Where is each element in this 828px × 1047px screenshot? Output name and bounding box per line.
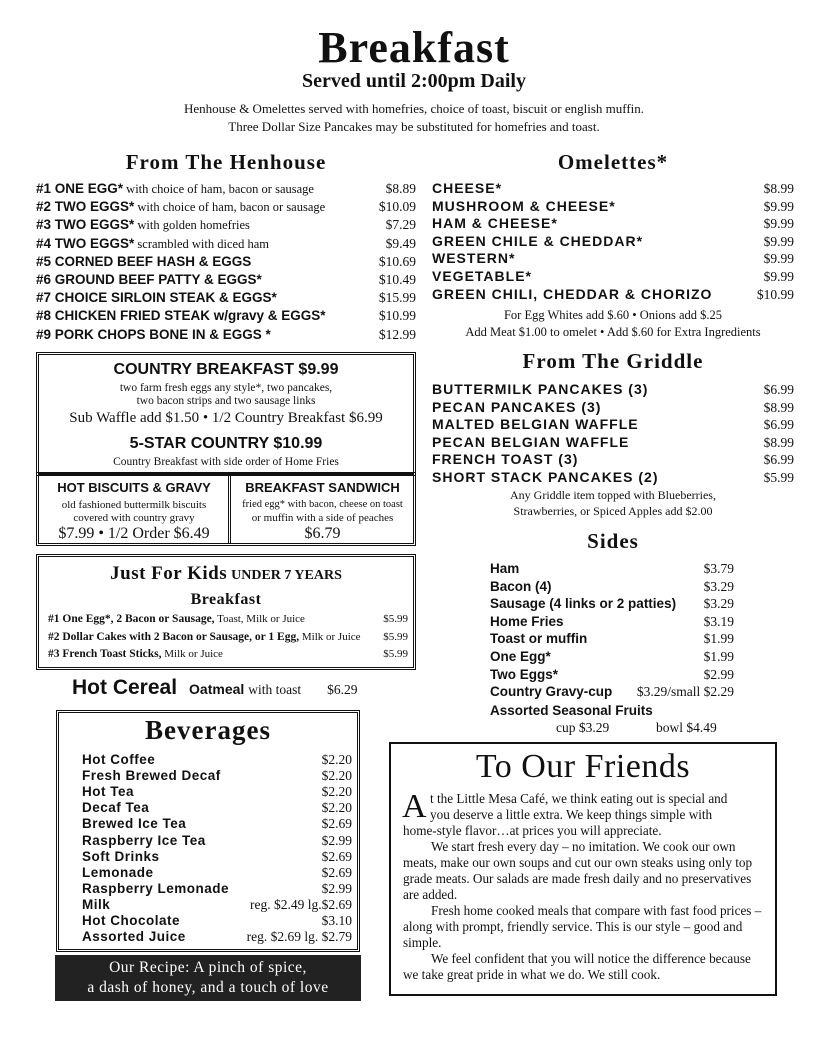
sandwich-price: $6.79 xyxy=(304,525,341,542)
kids-heading-row xyxy=(39,563,413,585)
henhouse-item-name: #5 CORNED BEEF HASH & EGGS xyxy=(36,253,252,269)
beverage-item-name: Decaf Tea xyxy=(82,800,150,816)
friends-p1-line2: you deserve a little extra. We keep things simple with xyxy=(430,807,713,822)
omelette-item xyxy=(432,180,794,198)
side-item xyxy=(490,684,734,702)
side-item xyxy=(490,561,734,579)
henhouse-item-name: #4 TWO EGGS* xyxy=(36,235,135,251)
fruit-name: Assorted Seasonal Fruits xyxy=(490,703,653,718)
henhouse-item xyxy=(36,290,416,308)
henhouse-item xyxy=(36,308,416,326)
henhouse-item-desc: with choice of ham, bacon or sausage xyxy=(134,200,326,215)
beverage-item xyxy=(82,752,352,768)
biscuits-price: $7.99 • 1/2 Order $6.49 xyxy=(58,525,210,542)
henhouse-item-price: $10.49 xyxy=(378,272,416,287)
henhouse-item-name: #6 GROUND BEEF PATTY & EGGS* xyxy=(36,272,262,287)
sandwich-desc-1: fried egg* with bacon, cheese on toast xyxy=(242,499,403,510)
friends-heading: To Our Friends xyxy=(475,748,691,785)
side-item xyxy=(490,667,734,685)
henhouse-item xyxy=(36,254,416,272)
kids-item xyxy=(48,648,408,665)
kids-item xyxy=(48,613,408,630)
side-item xyxy=(490,614,734,632)
griddle-item-name: MALTED BELGIAN WAFFLE xyxy=(432,416,639,433)
omelette-item xyxy=(432,198,794,216)
henhouse-item-price: $7.29 xyxy=(385,217,416,233)
kids-item-name: #1 One Egg*, 2 Bacon or Sausage, xyxy=(48,613,215,625)
griddle-item-price: $8.99 xyxy=(763,434,794,450)
beverage-item xyxy=(82,833,352,849)
beverage-item-price: $2.20 xyxy=(321,784,352,800)
biscuits-desc-2: covered with country gravy xyxy=(73,512,195,524)
beverage-item-price: $2.69 xyxy=(321,848,352,864)
oatmeal-price: $6.29 xyxy=(327,682,358,697)
beverage-item xyxy=(82,913,352,929)
kids-heading: Just For Kids xyxy=(110,563,228,584)
henhouse-item-text xyxy=(36,236,269,252)
henhouse-item-name: #1 ONE EGG* xyxy=(36,181,124,196)
beverage-item-price: $2.20 xyxy=(321,768,352,784)
country-breakfast-desc-1: two farm fresh eggs any style*, two pancakes, xyxy=(119,382,333,394)
omelette-item xyxy=(432,268,794,286)
beverage-item xyxy=(82,800,352,816)
motto-line-1: Our Recipe: A pinch of spice, xyxy=(109,959,307,976)
henhouse-item-name: #8 CHICKEN FRIED STEAK w/gravy & EGGS* xyxy=(36,308,326,324)
side-item-price: $1.99 xyxy=(703,649,734,664)
henhouse-item-price: $10.09 xyxy=(378,199,416,215)
henhouse-item xyxy=(36,199,416,217)
kids-item-desc: Toast, Milk or Juice xyxy=(214,613,305,625)
kids-item-text xyxy=(48,648,223,660)
omelette-item-name: WESTERN* xyxy=(432,250,516,267)
griddle-note-2: Strawberries, or Spiced Apples add $2.00 xyxy=(513,504,713,518)
henhouse-item-price: $10.99 xyxy=(378,308,416,324)
side-item-price: $3.29 xyxy=(703,596,734,612)
side-item-price: $3.19 xyxy=(703,613,734,629)
biscuits-sandwich-box xyxy=(36,472,416,546)
beverage-item-price: $3.10 xyxy=(321,913,352,928)
sides-heading: Sides xyxy=(587,529,639,553)
side-item xyxy=(490,631,734,649)
side-item xyxy=(490,596,734,614)
beverage-item xyxy=(82,768,352,784)
omelette-item xyxy=(432,233,794,251)
henhouse-item-name: #2 TWO EGGS* xyxy=(36,199,135,215)
recipe-motto-banner xyxy=(55,955,361,1001)
side-item-price: $3.29 xyxy=(703,578,734,594)
beverage-item-price: $2.20 xyxy=(321,800,352,816)
omelette-item-name: CHEESE* xyxy=(432,180,503,196)
beverage-item-name: Raspberry Ice Tea xyxy=(82,832,206,848)
beverage-item xyxy=(82,816,352,832)
friends-p1-line1: t the Little Mesa Café, we think eating out is special and xyxy=(430,791,728,806)
omelette-item-name: MUSHROOM & CHEESE* xyxy=(432,197,616,214)
side-item-name: Sausage (4 links or 2 patties) xyxy=(490,596,677,612)
friends-box xyxy=(389,742,777,996)
beverage-item xyxy=(82,849,352,865)
side-item-name: Ham xyxy=(490,561,520,576)
omelette-item xyxy=(432,215,794,233)
side-item-name: Bacon (4) xyxy=(490,578,552,594)
henhouse-item-text xyxy=(36,217,250,233)
omelette-item-price: $9.99 xyxy=(763,198,794,214)
friends-p2: We start fresh every day – no imitation. We cook our own meats, make our own soups and cut our own steaks using only top grade meats. Our salads are made fresh daily and no preservatives are added. xyxy=(403,839,753,903)
side-item-name: Country Gravy-cup xyxy=(490,684,613,700)
henhouse-item-price: $9.49 xyxy=(385,235,416,251)
henhouse-item-price: $15.99 xyxy=(378,290,416,306)
beverage-item xyxy=(82,897,352,913)
intro-line-2: Three Dollar Size Pancakes may be substituted for homefries and toast. xyxy=(228,119,600,134)
five-star-country-desc: Country Breakfast with side order of Home Fries xyxy=(113,456,339,468)
kids-item-price: $5.99 xyxy=(383,630,408,643)
griddle-item-name: PECAN BELGIAN WAFFLE xyxy=(432,433,630,450)
henhouse-item-price: $10.69 xyxy=(378,253,416,269)
hot-cereal-title: Hot Cereal xyxy=(72,676,178,699)
griddle-item xyxy=(432,399,794,417)
griddle-item-name: PECAN PANCAKES (3) xyxy=(432,398,602,415)
henhouse-item-text xyxy=(36,254,251,270)
griddle-item xyxy=(432,451,794,469)
omelette-item xyxy=(432,250,794,268)
kids-item-name: #2 Dollar Cakes with 2 Bacon or Sausage, or 1 Egg, xyxy=(48,630,300,643)
griddle-item-name: FRENCH TOAST (3) xyxy=(432,451,579,468)
henhouse-item xyxy=(36,327,416,345)
side-item-name: Toast or muffin xyxy=(490,631,588,647)
henhouse-item-name: #3 TWO EGGS* xyxy=(36,217,135,233)
omelette-item-price: $10.99 xyxy=(756,287,794,302)
griddle-heading: From The Griddle xyxy=(522,349,704,373)
country-breakfast-addons: Sub Waffle add $1.50 • 1/2 Country Breakfast $6.99 xyxy=(69,410,383,426)
beverage-item-price: $2.20 xyxy=(321,752,352,767)
griddle-item-price: $8.99 xyxy=(763,399,794,415)
beverage-item-price: $2.99 xyxy=(321,880,352,896)
side-item-name: Two Eggs* xyxy=(490,666,559,682)
omelette-item-name: VEGETABLE* xyxy=(432,268,532,284)
side-item-price: $2.99 xyxy=(703,666,734,682)
kids-item-name: #3 French Toast Sticks, xyxy=(48,648,162,660)
griddle-item-price: $6.99 xyxy=(763,452,794,468)
griddle-note-1: Any Griddle item topped with Blueberries, xyxy=(510,488,716,502)
griddle-item xyxy=(432,416,794,434)
beverage-item-name: Raspberry Lemonade xyxy=(82,880,230,896)
page-title: Breakfast xyxy=(318,23,510,72)
oatmeal-label: Oatmeal xyxy=(189,681,245,697)
henhouse-heading: From The Henhouse xyxy=(125,150,327,174)
sandwich-title: BREAKFAST SANDWICH xyxy=(245,480,400,495)
griddle-item xyxy=(432,434,794,452)
griddle-item-name: BUTTERMILK PANCAKES (3) xyxy=(432,381,649,397)
beverage-item xyxy=(82,881,352,897)
friends-p1-rest: home-style flavor…at prices you will appreciate. xyxy=(403,823,662,838)
henhouse-item-text xyxy=(36,327,271,343)
omelettes-heading: Omelettes* xyxy=(557,150,669,174)
kids-age: UNDER 7 YEARS xyxy=(231,568,342,583)
friends-p3: Fresh home cooked meals that compare with fast food prices – along with prompt, friendly service. This is our style – good and simple. xyxy=(403,903,762,951)
omelette-item-name: HAM & CHEESE* xyxy=(432,215,558,232)
oatmeal-desc: with toast xyxy=(248,682,302,697)
henhouse-item-desc: scrambled with diced ham xyxy=(134,236,269,251)
henhouse-item xyxy=(36,217,416,235)
fruit-bowl-price: bowl $4.49 xyxy=(656,720,717,735)
five-star-country-title: 5-STAR COUNTRY $10.99 xyxy=(129,435,323,452)
kids-item-desc: Milk or Juice xyxy=(161,648,223,660)
side-item-price: $1.99 xyxy=(703,631,734,647)
henhouse-item-price: $8.89 xyxy=(385,181,416,196)
beverage-item-price: $2.69 xyxy=(321,864,352,880)
omelette-item-price: $9.99 xyxy=(763,216,794,232)
griddle-item-price: $6.99 xyxy=(763,382,794,397)
side-item-name: One Egg* xyxy=(490,649,551,664)
henhouse-item-text xyxy=(36,181,314,197)
friends-p4: We feel confident that you will notice the difference because we take great pride in what we do. We still cook. xyxy=(403,951,751,983)
biscuits-desc-1: old fashioned buttermilk biscuits xyxy=(61,499,207,511)
kids-item-text xyxy=(48,613,305,625)
omelette-note-2: Add Meat $1.00 to omelet • Add $.60 for Extra Ingredients xyxy=(465,325,761,339)
beverage-item-price: $2.99 xyxy=(321,832,352,848)
country-breakfast-box xyxy=(36,352,416,476)
omelette-item-name: GREEN CHILE & CHEDDAR* xyxy=(432,232,644,249)
beverage-item-name: Fresh Brewed Decaf xyxy=(82,768,221,784)
henhouse-item-price: $12.99 xyxy=(378,326,416,342)
beverage-item-name: Hot Tea xyxy=(82,784,135,800)
griddle-item-price: $5.99 xyxy=(763,470,794,485)
henhouse-item-desc: with golden homefries xyxy=(134,218,250,233)
henhouse-item-text xyxy=(36,308,326,324)
kids-item-price: $5.99 xyxy=(383,648,408,660)
beverage-item-name: Soft Drinks xyxy=(82,848,160,864)
beverage-item-name: Hot Chocolate xyxy=(82,913,181,928)
side-item xyxy=(490,649,734,667)
henhouse-item xyxy=(36,236,416,254)
country-breakfast-title: COUNTRY BREAKFAST $9.99 xyxy=(113,361,339,378)
griddle-item xyxy=(432,469,794,487)
griddle-item-name: SHORT STACK PANCAKES (2) xyxy=(432,469,659,485)
side-item-price: $3.79 xyxy=(703,561,734,576)
kids-item xyxy=(48,631,408,648)
beverage-item-price: reg. $2.69 lg. $2.79 xyxy=(246,929,352,945)
intro-line-1: Henhouse & Omelettes served with homefries, choice of toast, biscuit or english muffin. xyxy=(183,101,645,116)
sandwich-desc-2: or muffin with a side of peaches xyxy=(251,512,394,524)
griddle-item-price: $6.99 xyxy=(763,417,794,433)
beverages-heading: Beverages xyxy=(145,715,271,745)
henhouse-item-name: #7 CHOICE SIRLOIN STEAK & EGGS* xyxy=(36,290,277,306)
side-item-name: Home Fries xyxy=(490,613,564,629)
omelette-item-price: $9.99 xyxy=(763,233,794,249)
page-subtitle: Served until 2:00pm Daily xyxy=(302,70,526,92)
beverage-item-name: Brewed Ice Tea xyxy=(82,816,187,832)
beverage-item-name: Assorted Juice xyxy=(82,929,186,945)
kids-item-text xyxy=(48,631,361,643)
kids-subheading: Breakfast xyxy=(190,591,262,608)
side-item-price: $3.29/small $2.29 xyxy=(636,684,734,700)
beverage-item xyxy=(82,929,352,945)
omelette-item-name: GREEN CHILI, CHEDDAR & CHORIZO xyxy=(432,286,713,302)
henhouse-item-desc: with choice of ham, bacon or sausage xyxy=(123,182,314,196)
friends-dropcap: A xyxy=(402,788,427,825)
biscuits-title: HOT BISCUITS & GRAVY xyxy=(57,480,211,495)
griddle-item xyxy=(432,381,794,399)
beverage-item-name: Lemonade xyxy=(82,864,154,880)
henhouse-item-text xyxy=(36,199,325,215)
motto-line-2: a dash of honey, and a touch of love xyxy=(87,979,329,996)
beverage-item-price: reg. $2.49 lg.$2.69 xyxy=(250,896,352,912)
beverage-item xyxy=(82,865,352,881)
beverage-item-name: Hot Coffee xyxy=(82,752,156,767)
beverage-item xyxy=(82,784,352,800)
side-item xyxy=(490,579,734,597)
kids-item-price: $5.99 xyxy=(383,613,408,625)
henhouse-item-text xyxy=(36,290,277,306)
omelette-item-price: $9.99 xyxy=(763,269,794,284)
beverage-item-price: $2.69 xyxy=(321,816,352,832)
omelette-item-price: $8.99 xyxy=(763,181,794,196)
country-breakfast-desc-2: two bacon strips and two sausage links xyxy=(136,395,316,407)
kids-item-desc: Milk or Juice xyxy=(299,630,361,643)
henhouse-item xyxy=(36,181,416,199)
beverage-item-name: Milk xyxy=(82,896,111,912)
henhouse-item-text xyxy=(36,272,262,288)
fruit-cup-price: cup $3.29 xyxy=(556,720,610,735)
hot-cereal-row xyxy=(72,676,358,700)
omelette-item-price: $9.99 xyxy=(763,251,794,267)
henhouse-item xyxy=(36,272,416,290)
omelette-note-1: For Egg Whites add $.60 • Onions add $.25 xyxy=(503,308,723,322)
omelette-item xyxy=(432,286,794,304)
henhouse-item-name: #9 PORK CHOPS BONE IN & EGGS * xyxy=(36,326,271,342)
